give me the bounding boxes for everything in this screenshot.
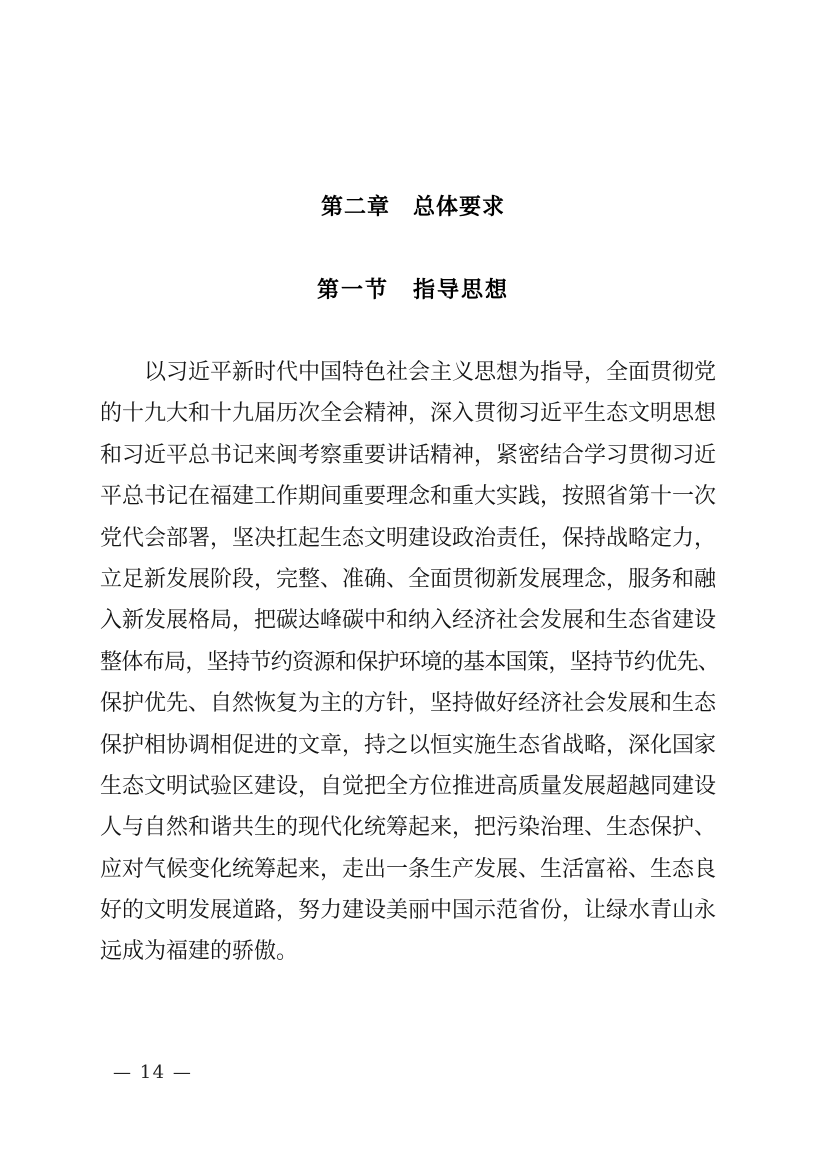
paragraph-line: 平总书记在福建工作期间重要理念和重大实践，按照省第十一次 <box>100 484 717 510</box>
paragraph-line: 和习近平总书记来闽考察重要讲话精神，紧密结合学习贯彻习近 <box>100 442 717 468</box>
page-number: — 14 — <box>113 1062 193 1083</box>
paragraph-line: 以习近平新时代中国特色社会主义思想为指导，全面贯彻党 <box>144 360 717 385</box>
paragraph-line: 保护优先、自然恢复为主的方针，坚持做好经济社会发展和生态 <box>100 691 717 717</box>
paragraph-line: 生态文明试验区建设，自觉把全方位推进高质量发展超越同建设 <box>100 773 717 799</box>
paragraph-line: 保护相协调相促进的文章，持之以恒实施生态省战略，深化国家 <box>100 732 717 758</box>
paragraph-line: 的十九大和十九届历次全会精神，深入贯彻习近平生态文明思想 <box>100 401 717 427</box>
paragraph-line: 远成为福建的骄傲。 <box>100 939 299 965</box>
paragraph-line: 人与自然和谐共生的现代化统筹起来，把污染治理、生态保护、 <box>100 815 717 841</box>
section-heading: 第一节 指导思想 <box>316 277 509 303</box>
paragraph-line: 立足新发展阶段，完整、准确、全面贯彻新发展理念，服务和融 <box>100 566 717 592</box>
chapter-heading: 第二章 总体要求 <box>320 194 505 219</box>
paragraph-line: 应对气候变化统筹起来，走出一条生产发展、生活富裕、生态良 <box>100 856 717 882</box>
paragraph-line: 党代会部署，坚决扛起生态文明建设政治责任，保持战略定力， <box>100 525 717 551</box>
paragraph-line: 入新发展格局，把碳达峰碳中和纳入经济社会发展和生态省建设 <box>100 608 717 634</box>
body-paragraph <box>100 352 722 973</box>
paragraph-line: 好的文明发展道路，努力建设美丽中国示范省份，让绿水青山永 <box>100 898 717 924</box>
paragraph-line: 整体布局，坚持节约资源和保护环境的基本国策，坚持节约优先、 <box>100 649 720 675</box>
